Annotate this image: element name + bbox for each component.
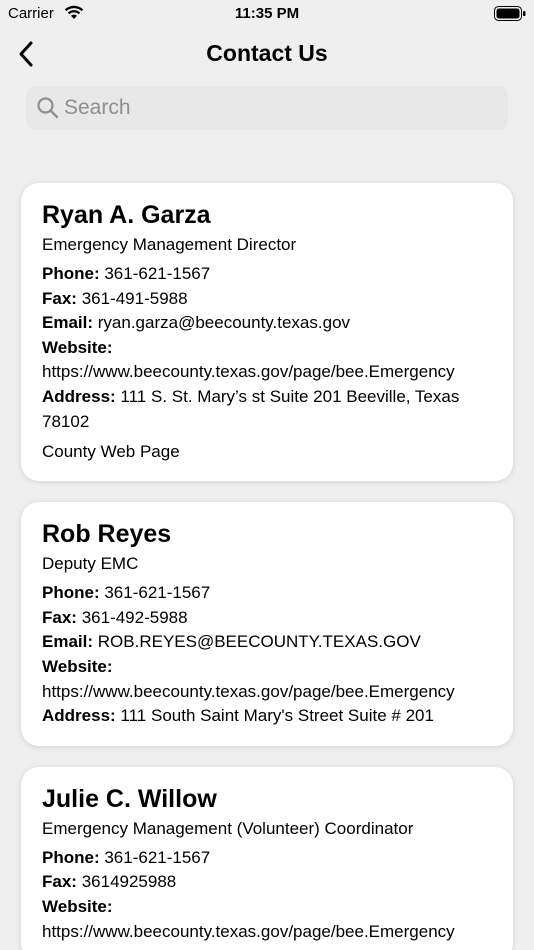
carrier-label: Carrier	[8, 5, 54, 22]
phone-label: Phone:	[42, 583, 100, 603]
address-value: 111 South Saint Mary's Street Suite # 201	[120, 706, 434, 726]
status-bar	[0, 0, 534, 28]
contact-name: Rob Reyes	[42, 520, 172, 549]
phone-label: Phone:	[42, 847, 100, 867]
contact-website[interactable]	[42, 336, 493, 385]
phone-value: 361-621-1567	[104, 264, 211, 283]
nav-bar	[0, 28, 534, 80]
contact-fax	[42, 287, 493, 312]
contact-title: Emergency Management Director	[42, 235, 297, 254]
address-label: Address:	[42, 386, 116, 406]
contact-email[interactable]	[42, 630, 493, 655]
contact-fax	[42, 870, 493, 895]
contact-phone[interactable]	[42, 262, 493, 287]
contact-list	[21, 183, 513, 950]
contact-card[interactable]	[21, 767, 513, 950]
search-icon	[36, 96, 60, 125]
email-value: ROB.REYES@BEECOUNTY.TEXAS.GOV	[97, 632, 421, 652]
battery-icon	[494, 6, 526, 26]
contact-address[interactable]	[42, 704, 493, 729]
fax-label: Fax:	[42, 288, 77, 308]
county-web-page-link[interactable]: County Web Page	[42, 442, 180, 462]
fax-label: Fax:	[42, 607, 77, 627]
contact-phone[interactable]	[42, 846, 493, 871]
contact-phone[interactable]	[42, 581, 493, 606]
website-value: https://www.beecounty.texas.gov/page/bee.Emergency	[42, 681, 455, 701]
contact-card[interactable]	[21, 502, 513, 746]
website-label: Website:	[42, 896, 113, 916]
fax-label: Fax:	[42, 872, 77, 892]
contact-fax	[42, 606, 493, 631]
contact-name: Julie C. Willow	[42, 784, 217, 813]
email-label: Email:	[42, 313, 94, 333]
status-time: 11:35 PM	[234, 5, 300, 22]
phone-label: Phone:	[42, 264, 100, 283]
website-value: https://www.beecounty.texas.gov/page/bee.Emergency	[42, 921, 455, 941]
contact-address[interactable]	[42, 385, 493, 434]
contact-email[interactable]	[42, 311, 493, 336]
contact-title: Emergency Management (Volunteer) Coordinator	[42, 818, 414, 838]
website-value: https://www.beecounty.texas.gov/page/bee.Emergency	[42, 362, 455, 382]
contact-card[interactable]	[21, 183, 513, 481]
contact-title: Deputy EMC	[42, 554, 139, 574]
website-label: Website:	[42, 656, 113, 676]
fax-value: 3614925988	[81, 872, 177, 892]
page-title: Contact Us	[206, 40, 328, 66]
website-label: Website:	[42, 337, 113, 357]
phone-value: 361-621-1567	[104, 583, 211, 603]
email-value: ryan.garza@beecounty.texas.gov	[97, 313, 351, 333]
search-bar[interactable]	[26, 86, 508, 130]
contact-website[interactable]	[42, 895, 493, 944]
address-label: Address:	[42, 706, 116, 726]
fax-value: 361-491-5988	[81, 288, 188, 308]
address-value: 111 S. St. Mary’s st Suite 201 Beeville, Texas 78102	[42, 386, 460, 431]
contact-website[interactable]	[42, 655, 493, 704]
email-label: Email:	[42, 632, 94, 652]
contact-name: Ryan A. Garza	[42, 201, 211, 229]
search-input[interactable]	[64, 86, 494, 130]
fax-value: 361-492-5988	[81, 607, 188, 627]
phone-value: 361-621-1567	[104, 847, 211, 867]
